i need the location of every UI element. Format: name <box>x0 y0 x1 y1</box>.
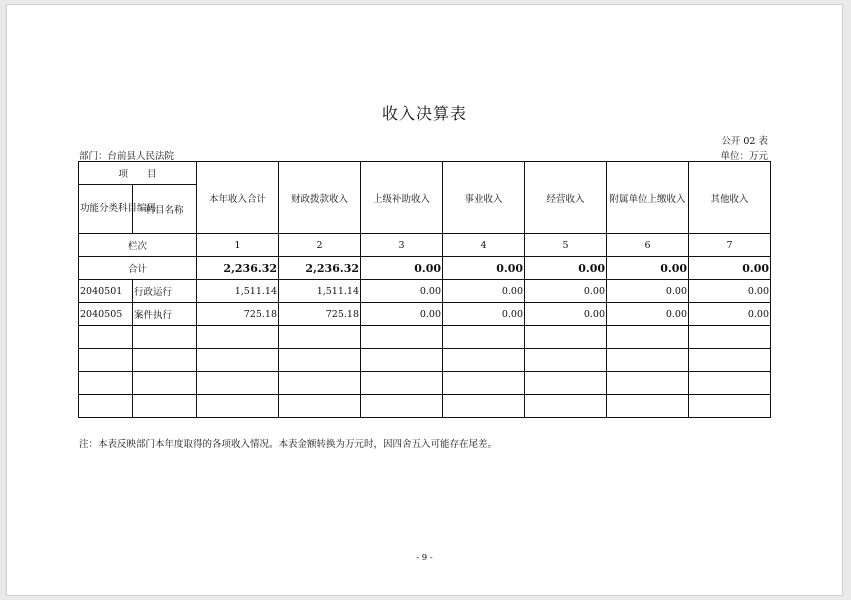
header-business: 事业收入 <box>443 162 525 234</box>
total-value: 0.00 <box>443 257 525 280</box>
footnote: 注：本表反映部门本年度取得的各项收入情况。本表金额转换为万元时，因四舍五入可能存在尾差。 <box>79 439 498 450</box>
total-label: 合计 <box>79 257 197 280</box>
empty-row <box>79 326 771 349</box>
col-row-label: 栏次 <box>79 234 197 257</box>
col-num: 1 <box>197 234 279 257</box>
income-table <box>78 161 771 418</box>
total-value: 2,236.32 <box>279 257 361 280</box>
total-value: 0.00 <box>525 257 607 280</box>
department-label: 部门：台前县人民法院 <box>79 151 175 162</box>
col-num: 2 <box>279 234 361 257</box>
total-row <box>79 257 771 280</box>
row-value: 0.00 <box>525 303 607 326</box>
total-value: 0.00 <box>607 257 689 280</box>
row-code: 2040501 <box>79 280 133 303</box>
row-value: 1,511.14 <box>279 280 361 303</box>
row-value: 0.00 <box>689 303 771 326</box>
row-name: 行政运行 <box>133 280 197 303</box>
table-row <box>79 280 771 303</box>
table-row <box>79 303 771 326</box>
column-number-row <box>79 234 771 257</box>
total-value: 0.00 <box>689 257 771 280</box>
row-value: 0.00 <box>689 280 771 303</box>
row-value: 0.00 <box>361 280 443 303</box>
row-value: 725.18 <box>197 303 279 326</box>
header-affiliated: 附属单位上缴收入 <box>607 162 689 234</box>
page-number: - 9 - <box>416 553 433 563</box>
col-num: 4 <box>443 234 525 257</box>
empty-row <box>79 372 771 395</box>
row-value: 0.00 <box>443 303 525 326</box>
col-num: 3 <box>361 234 443 257</box>
total-value: 0.00 <box>361 257 443 280</box>
row-value: 0.00 <box>607 303 689 326</box>
header-func-code: 功能分类科目编码 <box>79 185 133 234</box>
header-item: 项 目 <box>79 162 197 185</box>
row-value: 725.18 <box>279 303 361 326</box>
header-other: 其他收入 <box>689 162 771 234</box>
row-value: 0.00 <box>525 280 607 303</box>
header-subject-name: 科目名称 <box>133 185 197 234</box>
header-fiscal: 财政拨款收入 <box>279 162 361 234</box>
page-title: 收入决算表 <box>381 104 467 123</box>
col-num: 7 <box>689 234 771 257</box>
row-code: 2040505 <box>79 303 133 326</box>
header-row-1 <box>79 162 771 185</box>
header-superior: 上级补助收入 <box>361 162 443 234</box>
header-total: 本年收入合计 <box>197 162 279 234</box>
total-value: 2,236.32 <box>197 257 279 280</box>
empty-row <box>79 395 771 418</box>
row-value: 0.00 <box>607 280 689 303</box>
row-value: 1,511.14 <box>197 280 279 303</box>
row-value: 0.00 <box>361 303 443 326</box>
row-value: 0.00 <box>443 280 525 303</box>
header-operating: 经营收入 <box>525 162 607 234</box>
document-page <box>6 4 843 596</box>
row-name: 案件执行 <box>133 303 197 326</box>
col-num: 5 <box>525 234 607 257</box>
unit-label: 单位：万元 <box>720 151 768 162</box>
form-number: 公开 02 表 <box>721 136 768 147</box>
empty-row <box>79 349 771 372</box>
col-num: 6 <box>607 234 689 257</box>
